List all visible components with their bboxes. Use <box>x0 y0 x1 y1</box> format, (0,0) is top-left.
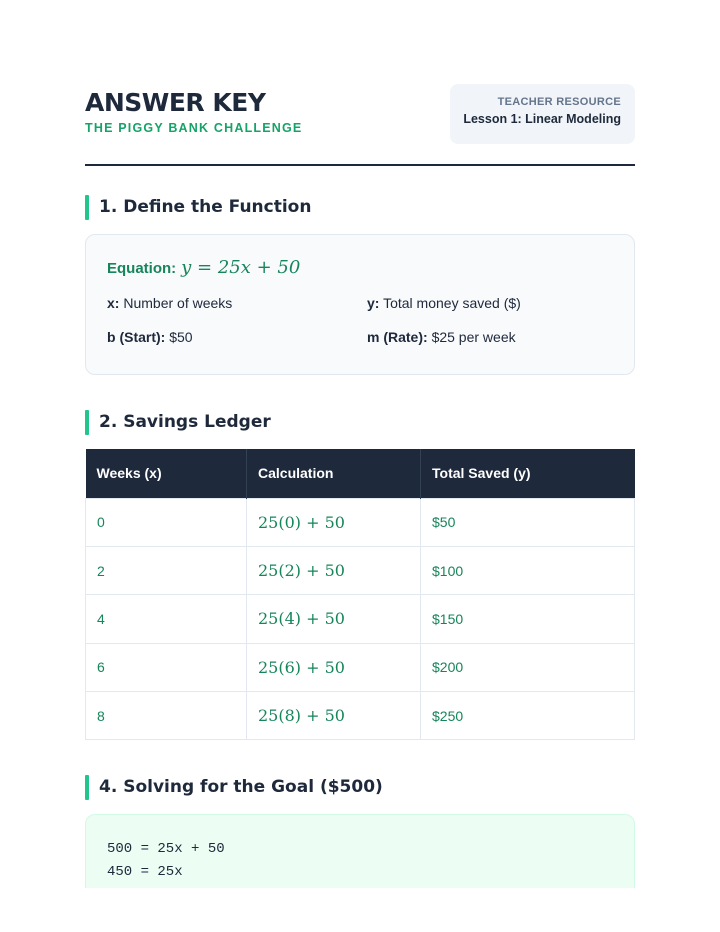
cell-calculation: 25(2) + 50 <box>247 546 421 594</box>
page-title: ANSWER KEY <box>85 88 266 117</box>
solution-step: 450 = 25x <box>107 864 183 881</box>
equation-label: Equation: <box>107 260 177 277</box>
section-title: 4. Solving for the Goal ($500) <box>99 777 383 798</box>
cell-weeks: 4 <box>86 595 247 643</box>
resource-lesson: Lesson 1: Linear Modeling <box>463 112 621 126</box>
table-row <box>86 692 635 740</box>
section-accent-bar <box>85 410 89 435</box>
cell-total: $50 <box>421 498 635 546</box>
table-row <box>86 643 635 691</box>
section-title: 2. Savings Ledger <box>99 412 271 432</box>
section-define-function-heading <box>85 194 635 220</box>
cell-total: $200 <box>421 643 635 691</box>
column-header-total: Total Saved (y) <box>421 449 635 498</box>
solution-step: 500 = 25x + 50 <box>107 841 225 858</box>
section-accent-bar <box>85 195 89 220</box>
cell-weeks: 6 <box>86 643 247 691</box>
teacher-resource-badge <box>450 84 635 144</box>
cell-calculation: 25(4) + 50 <box>247 595 421 643</box>
section-solving-goal-heading <box>85 774 635 800</box>
definition-m: m (Rate): $25 per week <box>367 329 516 345</box>
cell-calculation: 25(8) + 50 <box>247 692 421 740</box>
section-accent-bar <box>85 775 89 800</box>
page-header <box>85 84 635 166</box>
table-row <box>86 595 635 643</box>
cell-total: $100 <box>421 546 635 594</box>
goal-solution-card <box>85 814 635 888</box>
savings-ledger-table <box>85 449 635 740</box>
column-header-weeks: Weeks (x) <box>86 449 247 498</box>
title-block <box>85 84 302 135</box>
definition-y: y: Total money saved ($) <box>367 295 521 311</box>
definition-b: b (Start): $50 <box>107 329 193 345</box>
answer-key-page <box>85 84 635 888</box>
definition-x: x: Number of weeks <box>107 295 233 311</box>
cell-weeks: 8 <box>86 692 247 740</box>
function-card <box>85 234 635 375</box>
definitions-grid <box>107 295 613 345</box>
section-savings-ledger-heading <box>85 409 635 435</box>
page-subtitle: THE PIGGY BANK CHALLENGE <box>85 121 303 135</box>
cell-calculation: 25(0) + 50 <box>247 498 421 546</box>
equation-formula: y = 25x + 50 <box>181 257 301 278</box>
table-row <box>86 498 635 546</box>
cell-total: $150 <box>421 595 635 643</box>
resource-label: TEACHER RESOURCE <box>497 96 621 108</box>
section-title: 1. Define the Function <box>99 197 312 217</box>
equation-row <box>107 257 613 283</box>
cell-total: $250 <box>421 692 635 740</box>
column-header-calculation: Calculation <box>247 449 421 498</box>
cell-weeks: 0 <box>86 498 247 546</box>
cell-calculation: 25(6) + 50 <box>247 643 421 691</box>
table-header-row <box>86 449 635 498</box>
table-row <box>86 546 635 594</box>
cell-weeks: 2 <box>86 546 247 594</box>
